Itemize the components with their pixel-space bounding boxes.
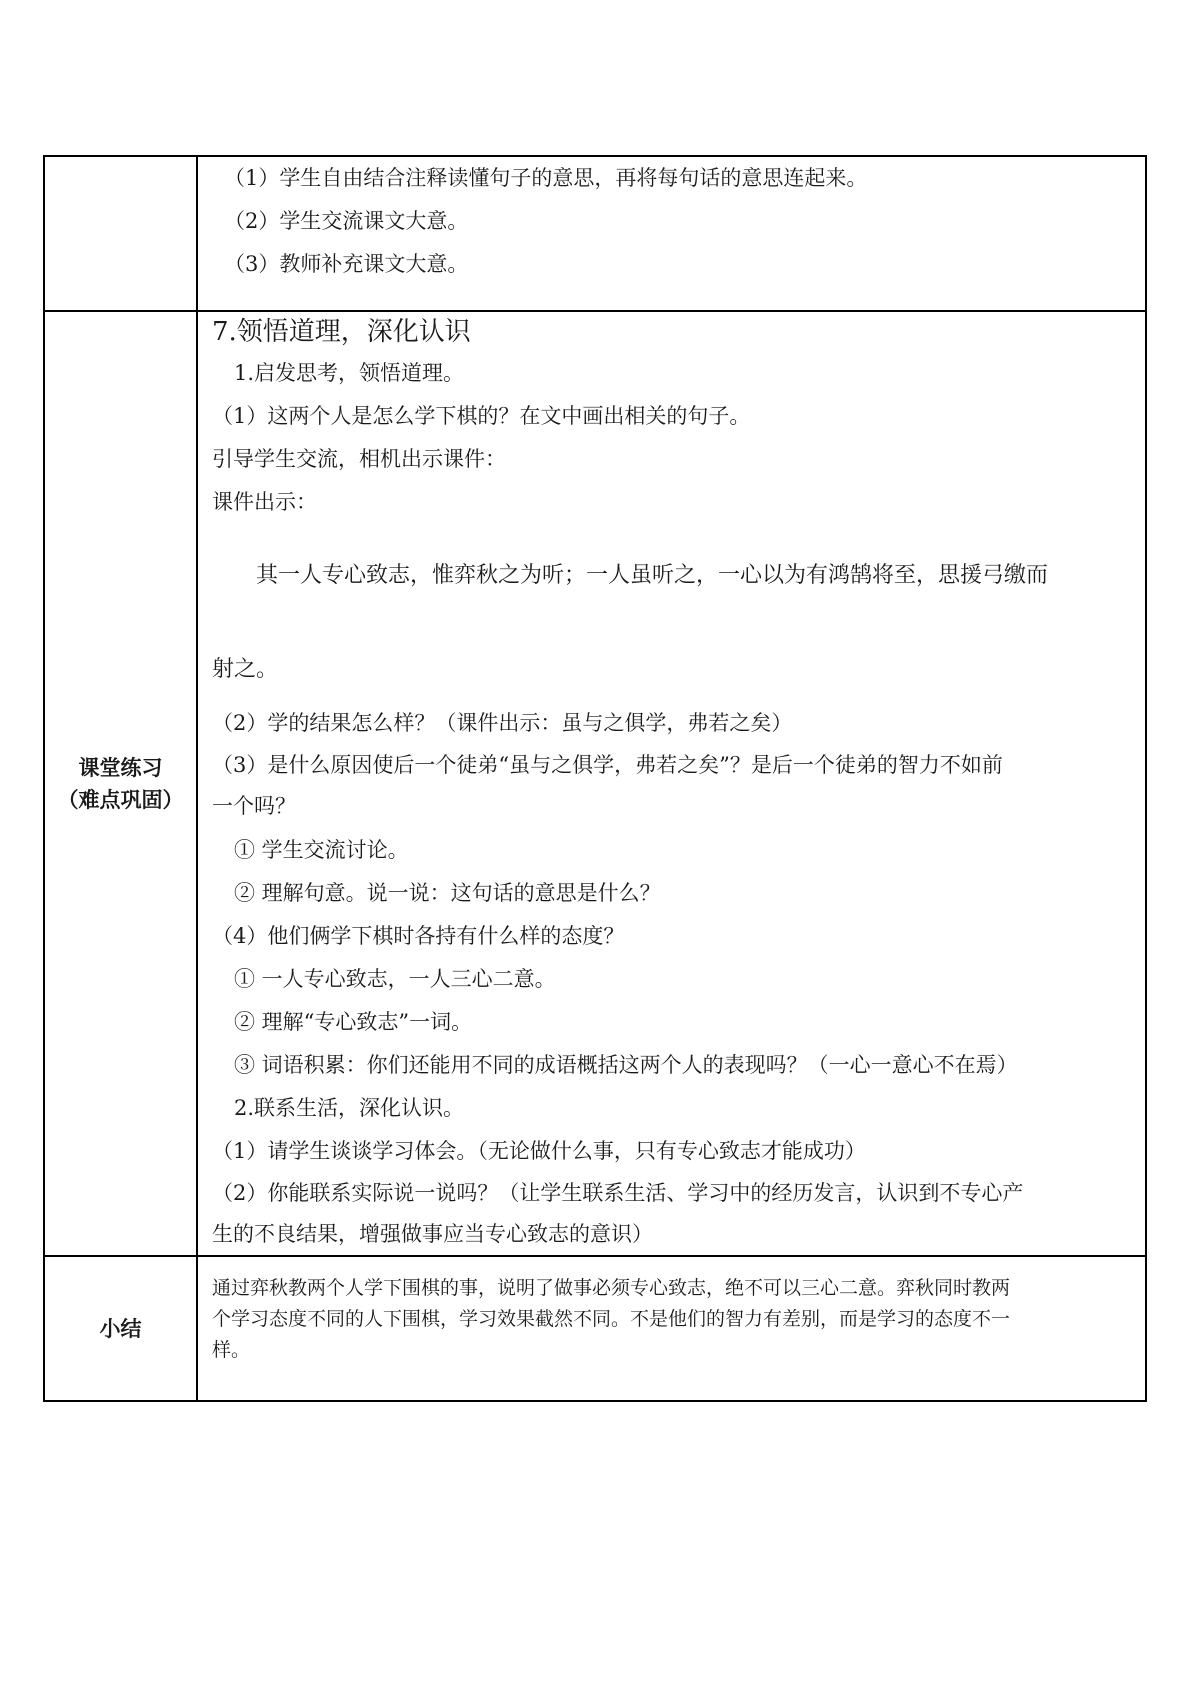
- text-line: 引导学生交流，相机出示课件：: [212, 447, 506, 471]
- summary-text: [198, 1257, 1145, 1386]
- table-row: [44, 311, 1146, 1256]
- text-line: （4）他们俩学下棋时各持有什么样的态度？: [212, 924, 625, 948]
- section-heading: 7.领悟道理，深化认识: [212, 317, 471, 347]
- text-line: 生的不良结果，增强做事应当专心致志的意识）: [212, 1222, 653, 1246]
- text-line: 一个吗？: [212, 794, 296, 818]
- table-row: [44, 156, 1146, 311]
- label-line: （难点巩固）: [57, 787, 184, 812]
- row-label: 小结: [99, 1316, 142, 1341]
- text-line: ① 学生交流讨论。: [234, 838, 409, 862]
- text-line: （1）请学生谈谈学习体会。（无论做什么事，只有专心致志才能成功）: [212, 1139, 866, 1163]
- text-line: （2）学的结果怎么样？（课件出示：虽与之俱学，弗若之矣）: [212, 711, 793, 735]
- text-line: 课件出示：: [212, 490, 317, 514]
- row-content-cell: [197, 1256, 1146, 1401]
- row-content-cell: [197, 311, 1146, 1256]
- row-content-cell: [197, 156, 1146, 311]
- text-line: （2）你能联系实际说一说吗？（让学生联系生活、学习中的经历发言，认识到不专心产: [212, 1181, 1024, 1205]
- text-line: ② 理解句意。说一说：这句话的意思是什么？: [234, 881, 661, 905]
- row-label-cell: [44, 311, 197, 1256]
- text-line: 2.联系生活，深化认识。: [234, 1096, 465, 1120]
- text-line: ③ 词语积累：你们还能用不同的成语概括这两个人的表现吗？（一心一意心不在焉）: [234, 1053, 1018, 1077]
- label-line: 课堂练习: [78, 755, 163, 780]
- text-line: ① 一人专心致志，一人三心二意。: [234, 967, 556, 991]
- text-line: （3）教师补充课文大意。: [224, 252, 469, 276]
- row-label: [45, 752, 196, 816]
- courseware-quote: 其一人专心致志，惟弈秋之为听；一人虽听之，一心以为有鸿鹄将至，思援弓缴而: [256, 563, 1049, 588]
- lesson-plan-table: [43, 155, 1147, 1402]
- text-line: （3）是什么原因使后一个徒弟“虽与之俱学，弗若之矣”？是后一个徒弟的智力不如前: [212, 753, 1003, 777]
- text-line: （1）这两个人是怎么学下棋的？在文中画出相关的句子。: [212, 404, 751, 428]
- table-row: [44, 1256, 1146, 1401]
- row-label-cell: [44, 1256, 197, 1401]
- summary-line: 样。: [212, 1339, 251, 1361]
- summary-line: 通过弈秋教两个人学下围棋的事，说明了做事必须专心致志，绝不可以三心二意。弈秋同时教两: [212, 1277, 1011, 1299]
- text-line: 1.启发思考，领悟道理。: [234, 361, 465, 385]
- summary-line: 个学习态度不同的人下围棋，学习效果截然不同。不是他们的智力有差别，而是学习的态度不一: [212, 1308, 1011, 1330]
- row-label-cell: [44, 156, 197, 311]
- text-line: （2）学生交流课文大意。: [224, 209, 469, 233]
- text-line: （1）学生自由结合注释读懂句子的意思，再将每句话的意思连起来。: [224, 166, 868, 190]
- courseware-quote-end: 射之。: [212, 657, 279, 682]
- text-line: ② 理解“专心致志”一词。: [234, 1010, 473, 1034]
